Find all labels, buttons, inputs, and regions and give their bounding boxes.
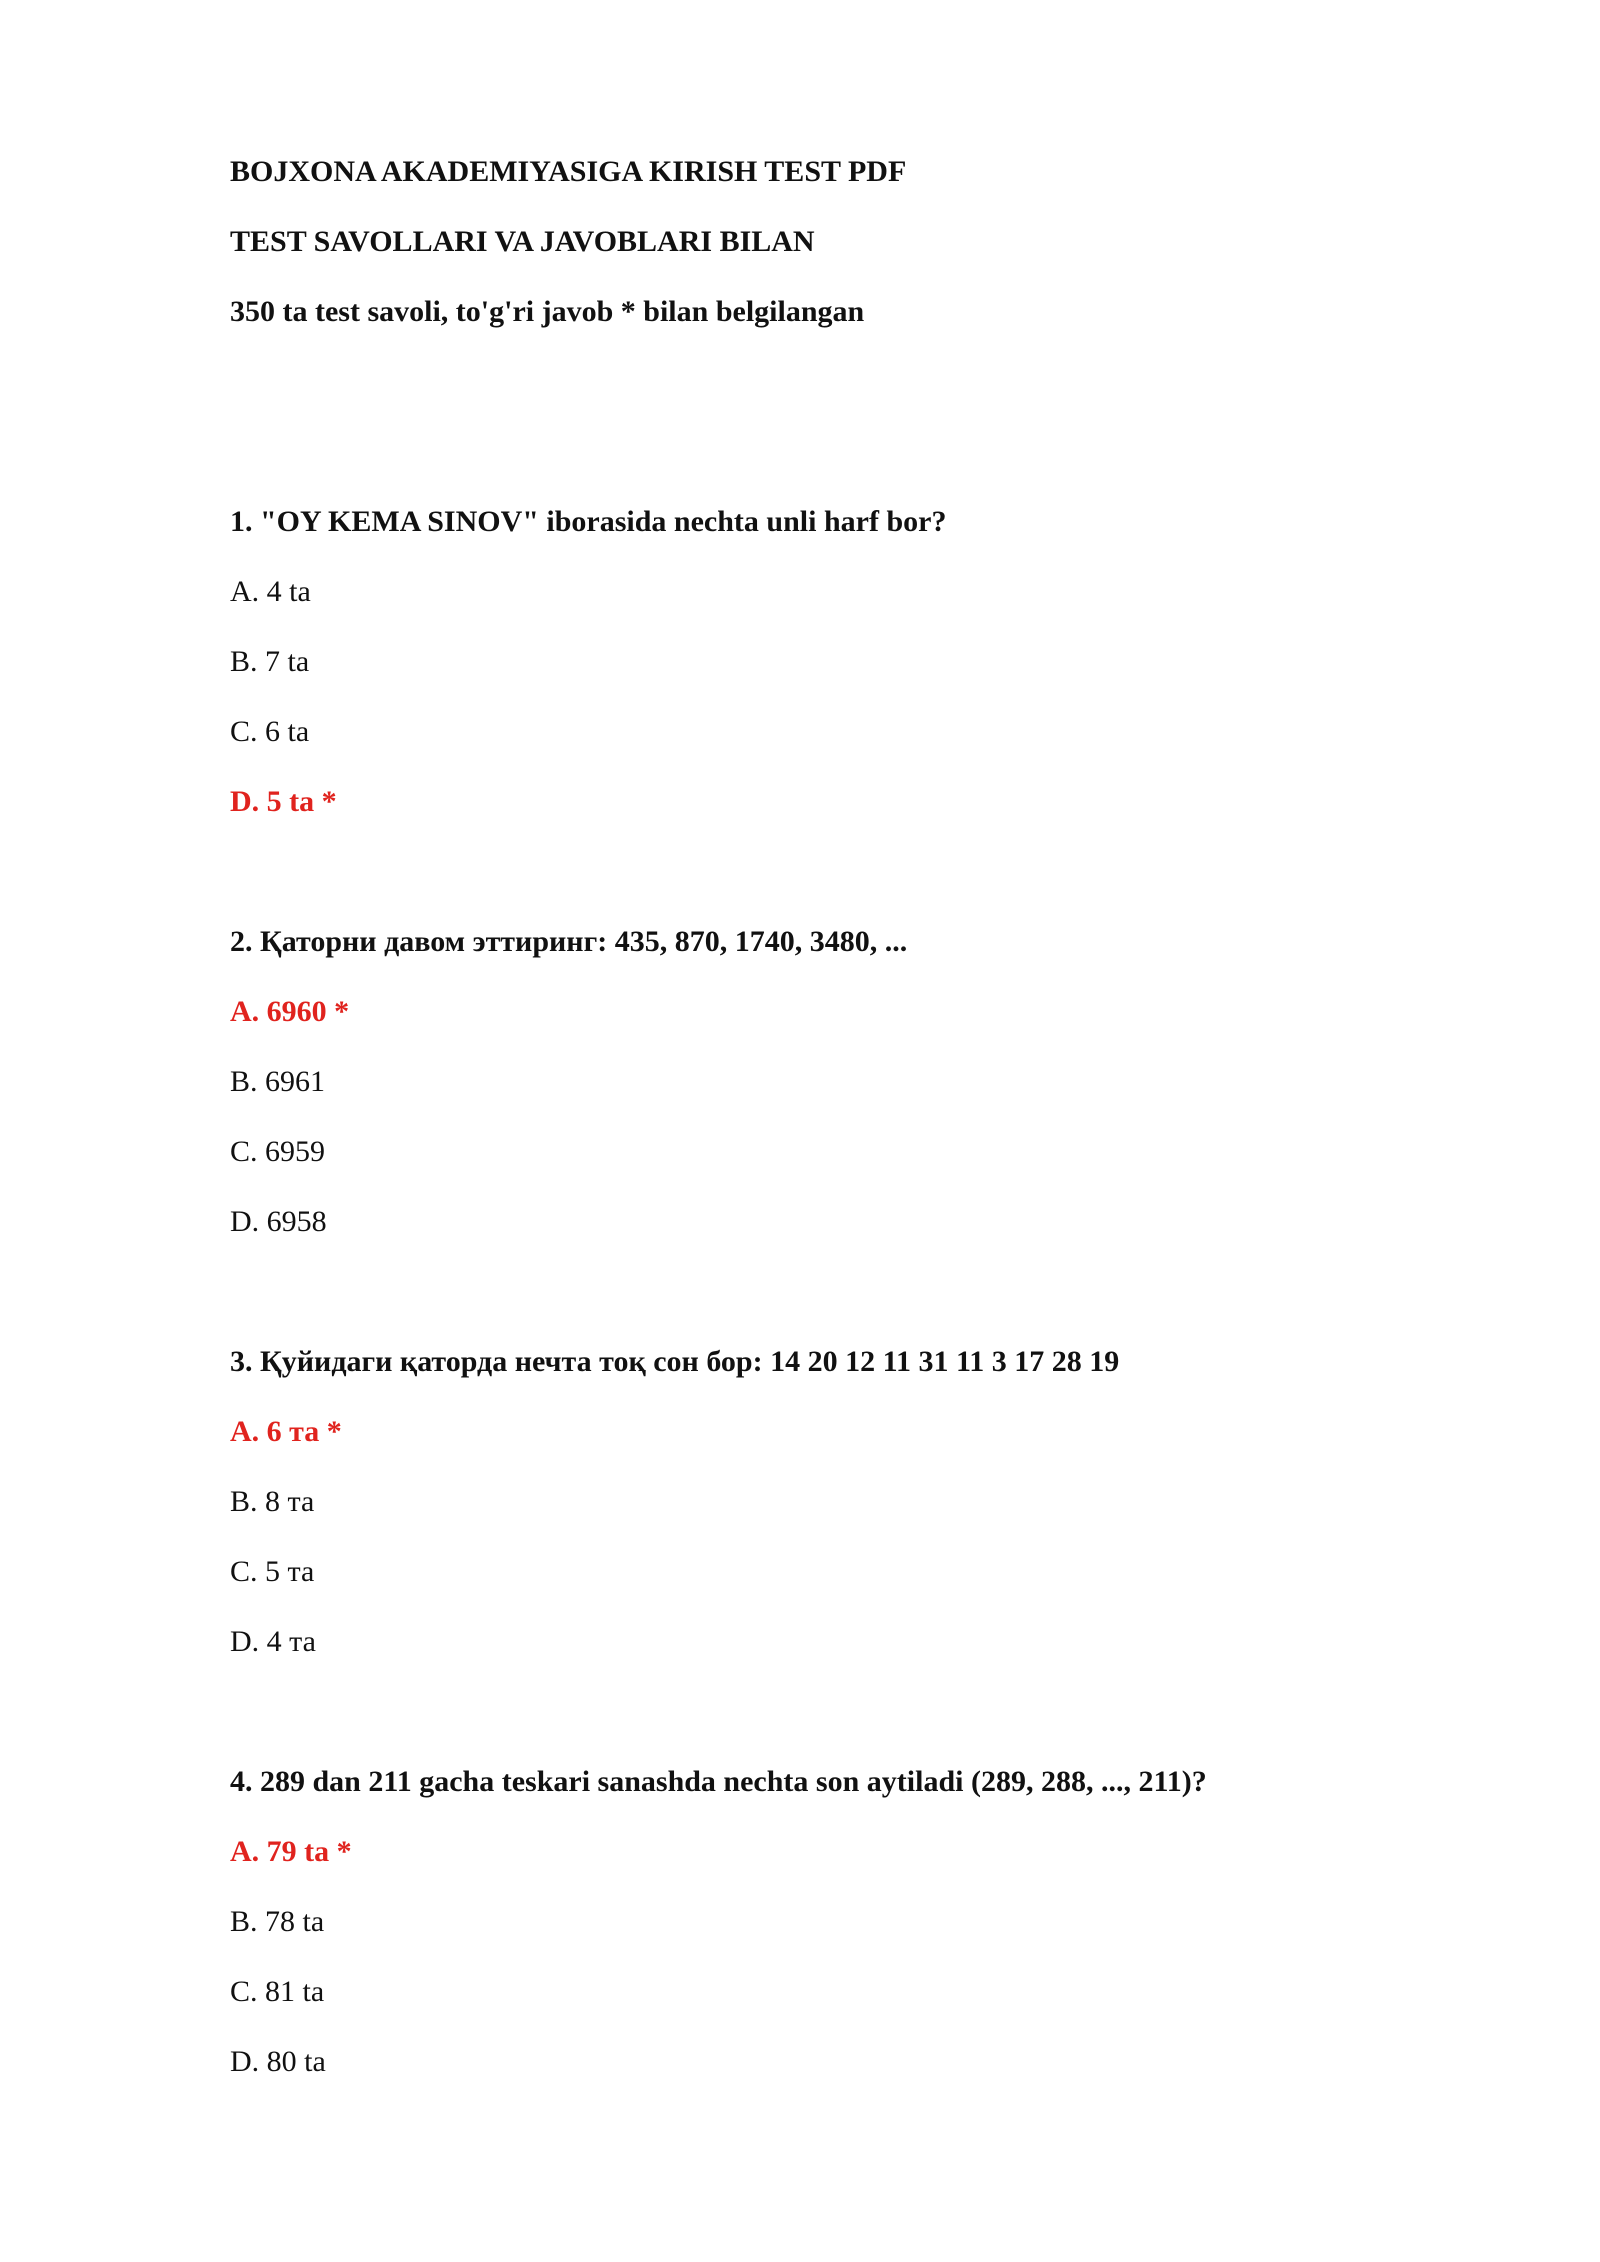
answer-option: A. 4 ta <box>230 575 311 608</box>
answer-option: B. 78 ta <box>230 1905 325 1938</box>
answer-option: D. 6958 <box>230 1205 327 1238</box>
document-subtitle: TEST SAVOLLARI VA JAVOBLARI BILAN <box>230 225 815 258</box>
answer-option: C. 81 ta <box>230 1975 325 2008</box>
question-text: 2. Қаторни давом эттиринг: 435, 870, 1740, 3480, ... <box>230 925 908 958</box>
answer-option-correct: A. 6960 * <box>230 995 350 1028</box>
answer-option-correct: A. 6 та * <box>230 1415 342 1448</box>
answer-option: B. 8 та <box>230 1485 315 1518</box>
document-title: BOJXONA AKADEMIYASIGA KIRISH TEST PDF <box>230 155 907 188</box>
question-text: 1. "OY KEMA SINOV" iborasida nechta unli harf bor? <box>230 505 947 538</box>
answer-option: D. 4 та <box>230 1625 316 1658</box>
question-text: 3. Қуйидаги қаторда нечта тоқ сон бор: 14 20 12 11 31 11 3 17 28 19 <box>230 1345 1120 1378</box>
answer-option: C. 6 ta <box>230 715 310 748</box>
answer-option: C. 5 та <box>230 1555 315 1588</box>
answer-option: C. 6959 <box>230 1135 326 1168</box>
answer-option: D. 80 ta <box>230 2045 326 2078</box>
answer-option: B. 7 ta <box>230 645 310 678</box>
answer-option-correct: A. 79 ta * <box>230 1835 352 1868</box>
answer-option: B. 6961 <box>230 1065 326 1098</box>
answer-option-correct: D. 5 ta * <box>230 785 337 818</box>
document-note: 350 ta test savoli, to'g'ri javob * bilan belgilangan <box>230 295 865 328</box>
question-text: 4. 289 dan 211 gacha teskari sanashda nechta son aytiladi (289, 288, ..., 211)? <box>230 1765 1207 1798</box>
